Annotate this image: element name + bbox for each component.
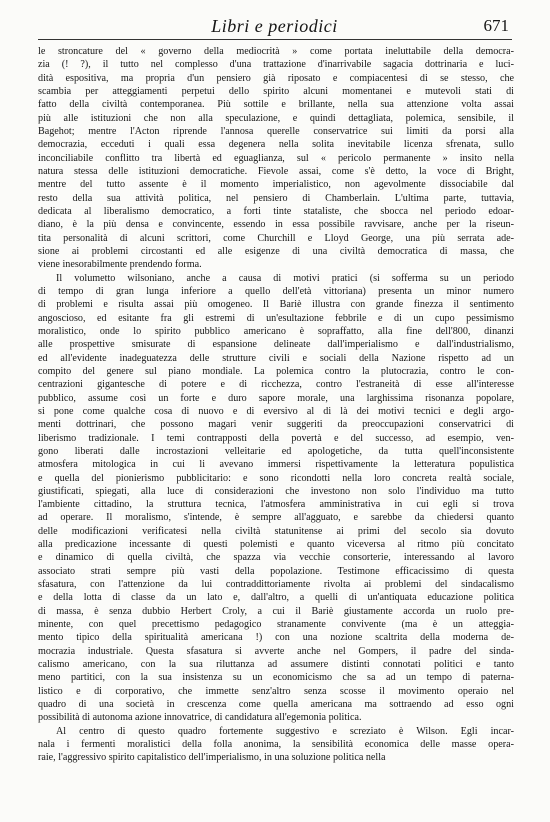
text-line: sione ai problemi circostanti ed alle esigenze di una civiltà democratica di massa, che xyxy=(38,245,514,257)
text-line: democrazia, ecceduti i quali essa degenera nella solita inevitabile licenza sfrenata, sullo xyxy=(38,139,514,151)
text-line: alla predicazione incessante di questi polemisti e quanto viceversa al ritmo più concitato xyxy=(38,539,514,551)
text-line: natura stessa delle istituzioni democratiche. Fievole assai, come s'è detto, la voce di Bright, xyxy=(38,165,514,177)
text-line: resto della sua attività politica, nel pensiero di Chamberlain. L'ultima parte, tuttavia, xyxy=(38,192,514,204)
text-line: inconciliabile conflitto tra libertà ed eguaglianza, sul « pericolo permanente » insito nella xyxy=(38,152,514,164)
text-line: nala i fermenti moralistici della folla anonima, la sensibilità economica delle masse opera- xyxy=(38,739,514,751)
header-rule xyxy=(38,39,512,40)
text-line: ad operare. Il moralismo, s'intende, è sempre all'agguato, e sarebbe da chiedersi quanto xyxy=(38,512,514,524)
text-line: quadro di una società in crescenza come quella americana ma sottraendo ad esso ogni xyxy=(38,699,514,711)
running-title: Libri e periodici xyxy=(211,16,338,36)
paragraph xyxy=(38,272,514,725)
text-line: zia (! ?), il tutto nel complesso d'una trattazione d'inarrivabile sagacia dottrinaria e luci- xyxy=(38,59,514,71)
body-text xyxy=(38,45,514,765)
text-line: Il volumetto wilsoniano, anche a causa di motivi pratici (si sofferma su un periodo xyxy=(56,272,514,284)
text-line: liberismo tradizionale. I temi contrapposti della povertà e del successo, ad esempio, ven- xyxy=(38,432,514,444)
text-line: si pone come qualche cosa di nuovo e di eversivo al di là dei motivi tecnici e degli argo- xyxy=(38,405,514,417)
text-line: fatto della civiltà contemporanea. Più sottile e brillante, nella sua attenzione volta assai xyxy=(38,99,514,111)
text-line: pubblico, assume così un forte e duro sapore morale, una larghissima risonanza popolare, xyxy=(38,392,514,404)
text-line: mocrazia industriale. Questa sfasatura si avverte anche nel Gompers, il padre del sinda- xyxy=(38,645,514,657)
text-line: e della lotta di classe da un lato e, dall'altro, a quelli di un'antiquata educazione politica xyxy=(38,592,514,604)
text-line: le stroncature del « governo della mediocrità » come portata ineluttabile della democra- xyxy=(38,46,514,57)
paragraph xyxy=(38,725,514,765)
text-line: compito del genere sul piano mondiale. La polemica contro la plutocrazia, contro le con- xyxy=(38,365,514,377)
text-line: mento tipico della spiritualità americana !) con una nozione scaltrita della moderna de- xyxy=(38,632,514,644)
text-line: scambia per atteggiamenti perpetui dello spirito alcuni momentanei e mutevoli stati di xyxy=(38,85,514,97)
text-line: menti dottrinari, che possono magari venir suggeriti da preoccupazioni conservatrici di xyxy=(38,419,514,431)
text-line: minente, con quel precettismo pedagogico stranamente convivente (ma è un atteggia- xyxy=(38,619,514,631)
text-line: dità espositiva, ma propria d'un pensiero già riposato e compiacentesi di se stesso, che xyxy=(38,72,514,84)
text-line: raie, l'aggressivo spirito capitalistico dell'imperialismo, in una soluzione politica nella xyxy=(38,752,386,764)
text-line: dedicata al liberalismo democratico, a forti tinte stataliste, che sbocca nel periodo edoar- xyxy=(38,205,514,217)
text-line: associato strati sempre più vasti della popolazione. Testimone efficacissimo di questa xyxy=(38,565,514,577)
text-line: Bagehot; mentre l'Acton riprende l'annosa querelle conservatrice sui limiti da porsi alla xyxy=(38,125,514,137)
text-line: atmosfera mitologica in cui li avevano immersi rispettivamente la letteratura populistica xyxy=(38,459,514,471)
text-line: diano, è la più densa e convincente, essendo in essa possibile ravvisare, anche per la riseun- xyxy=(38,219,514,231)
page-header xyxy=(40,14,509,36)
text-line: l'ambiente cittadino, la struttura tecnica, l'atmosfera amministrativa in cui egli si trova xyxy=(38,499,514,511)
text-line: di massa, è senza dubbio Herbert Croly, a cui il Bariè giustamente accorda un ruolo pre- xyxy=(38,605,514,617)
text-line: Al centro di questo quadro fortemente suggestivo e screziato è Wilson. Egli incar- xyxy=(56,725,514,737)
text-line: di tempo di gran lunga inferiore a quello dell'età vittoriana) presenta un minor numero xyxy=(38,285,514,297)
page-number: 671 xyxy=(483,16,509,35)
text-line: di problemi e risulta assai più omogeneo. Il Bariè illustra con grande finezza il sentimento xyxy=(38,299,514,311)
text-line: giustificati, spiegati, alla luce di considerazioni che investono non solo l'individuo ma tutto xyxy=(38,485,514,497)
text-line: moralistico, onde lo spirito pubblico americano è sopraffatto, alla fine dell'800, dinanzi xyxy=(38,325,514,337)
text-line: listico e di corporativo, che immette senz'altro senza scosse il movimento operaio nel xyxy=(38,685,514,697)
text-line: e dinamico di quella civiltà, che spazza via vecchie consorterie, interessando al lavoro xyxy=(38,552,514,564)
text-line: meno partitici, con la sua insistenza su un economicismo che sa ad un tempo di paterna- xyxy=(38,672,514,684)
text-line: gono liberati dalle incrostazioni velleitarie ed apologetiche, da tutta quell'inconsistente xyxy=(38,445,514,457)
text-line: alle prospettive smisurate di espansione delineate dall'imperialismo e dall'industrialismo, xyxy=(38,339,514,351)
text-line: centrazioni gigantesche di potere e di ricchezza, contro l'estraneità di esse all'interesse xyxy=(38,379,514,391)
text-line: possibilità di autonoma azione innovatrice, di candidatura all'egemonia politica. xyxy=(38,712,362,724)
text-line: angoscioso, ed esitante fra gli estremi di un'esultazione febbrile e di un cupo pessimismo xyxy=(38,312,514,324)
text-line: più alle istituzioni che non alla speculazione, e quindi dettagliata, polemica, sensibile, il xyxy=(38,112,514,124)
text-line: delle modificazioni verificatesi nella civiltà statunitense ai primi del secolo sia dovuto xyxy=(38,525,514,537)
paragraph xyxy=(38,45,514,272)
text-line: sfasatura, con l'attenzione da lui contraddittoriamente rivolta ai problemi del sindacalismo xyxy=(38,579,514,591)
text-line: e quella del pionierismo pubblicitario: e sono ricondotti nella loro concreta realtà sociale, xyxy=(38,472,514,484)
text-line: ed all'evidente inadeguatezza delle strutture civili e sociali della Nazione rispetto ad un xyxy=(38,352,514,364)
text-line: mentre del tutto assente è il momento imperialistico, non agevolmente dissociabile dal xyxy=(38,179,514,191)
text-line: viene inesorabilmente prendendo forma. xyxy=(38,259,202,271)
text-line: calismo americano, con la sua riluttanza ad assumere distinti connotati politici e tanto xyxy=(38,659,514,671)
text-line: tita personalità di alcuni scrittori, come Churchill e Lloyd George, una più serrata ade- xyxy=(38,232,514,244)
